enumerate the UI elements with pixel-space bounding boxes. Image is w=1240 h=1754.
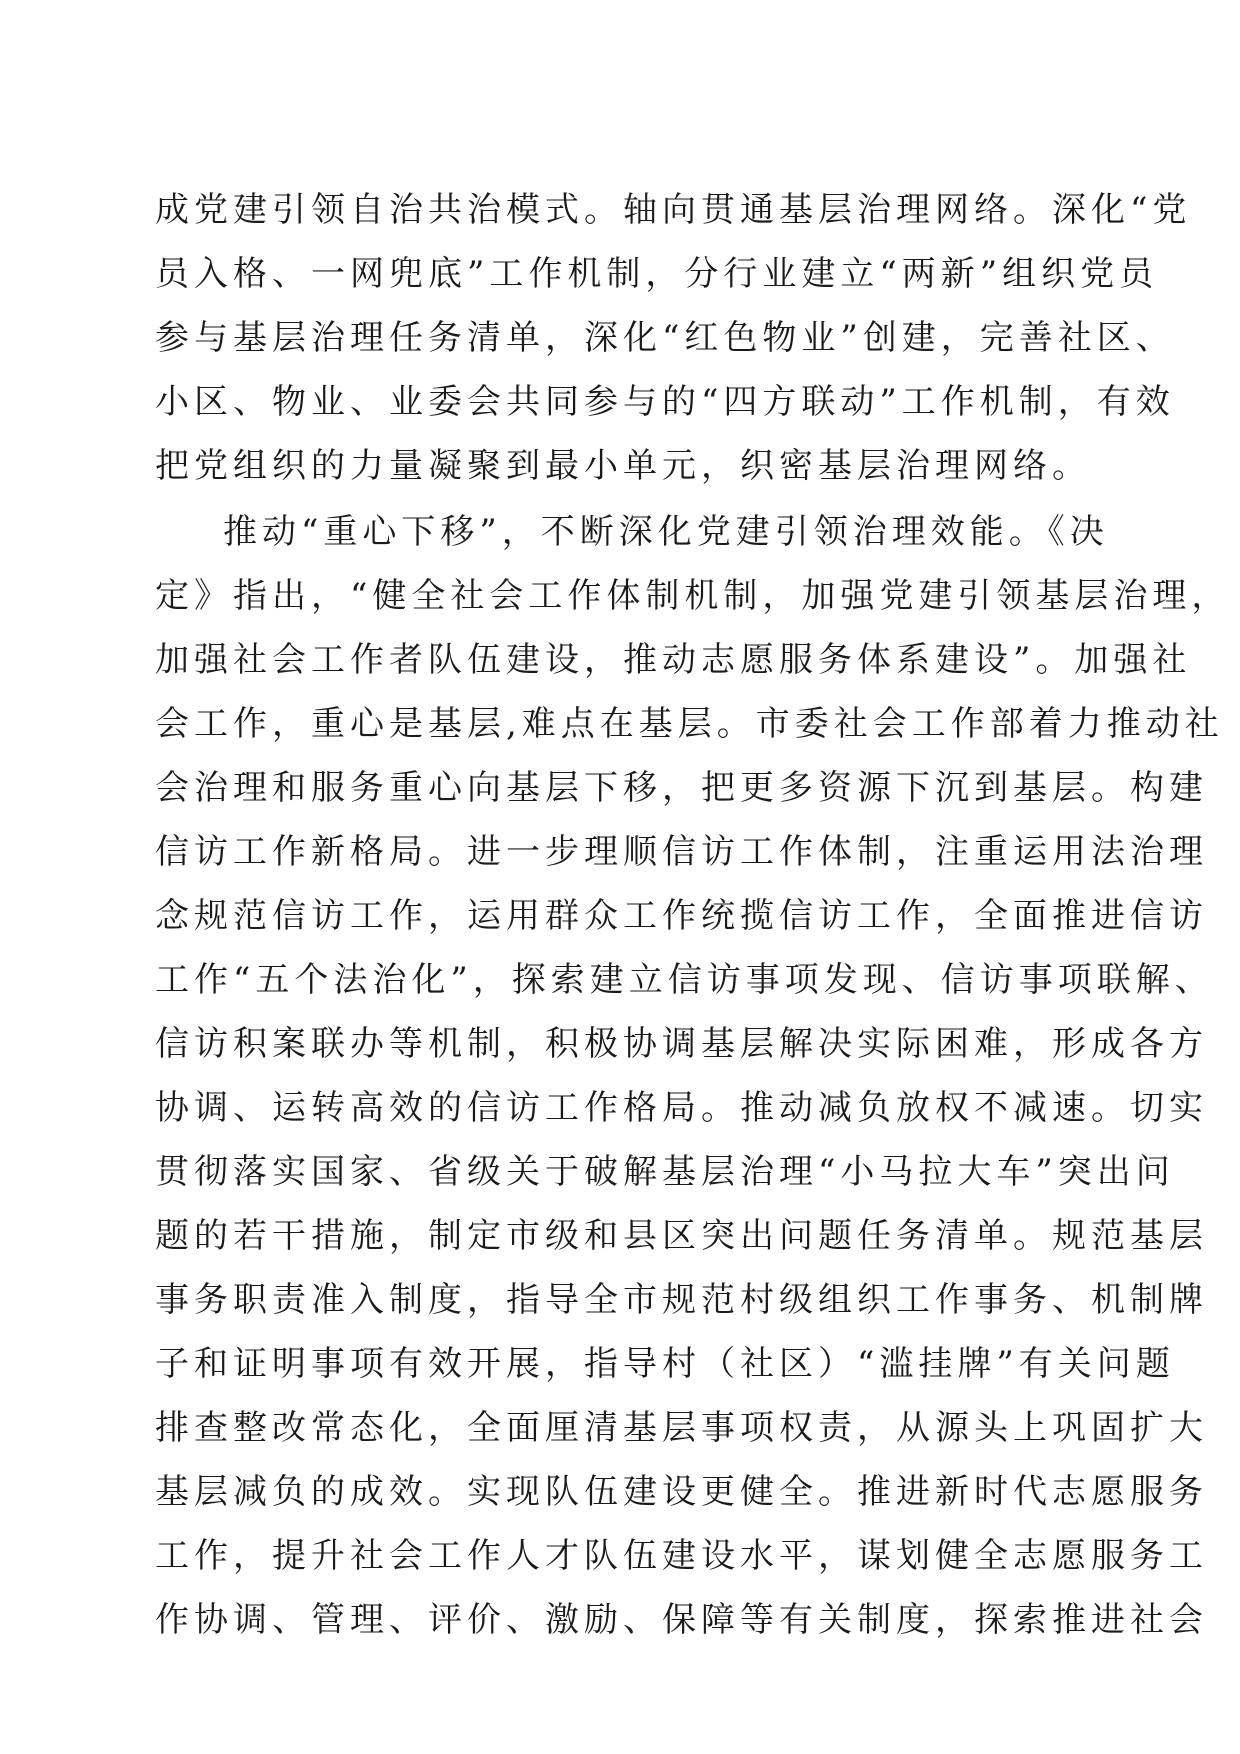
text-line: 作协调、管理、评价、激励、保障等有关制度，探索推进社会 bbox=[155, 1600, 1208, 1640]
text-line: 事务职责准入制度，指导全市规范村级组织工作事务、机制牌 bbox=[155, 1280, 1208, 1320]
text-line: 加强社会工作者队伍建设，推动志愿服务体系建设”。加强社 bbox=[155, 640, 1192, 680]
text-line: 基层减负的成效。实现队伍建设更健全。推进新时代志愿服务 bbox=[155, 1472, 1208, 1512]
text-line: 把党组织的力量凝聚到最小单元，织密基层治理网络。 bbox=[155, 446, 1091, 486]
text-line: 念规范信访工作，运用群众工作统揽信访工作，全面推进信访 bbox=[155, 896, 1208, 936]
text-line: 员入格、一网兜底”工作机制，分行业建立“两新”组织党员 bbox=[155, 254, 1159, 294]
text-line: 题的若干措施，制定市级和县区突出问题任务清单。规范基层 bbox=[155, 1216, 1208, 1256]
text-line: 子和证明事项有效开展，指导村（社区）“滥挂牌”有关问题 bbox=[155, 1344, 1175, 1384]
text-line: 排查整改常态化，全面厘清基层事项权责，从源头上巩固扩大 bbox=[155, 1408, 1208, 1448]
text-line: 信访工作新格局。进一步理顺信访工作体制，注重运用法治理 bbox=[155, 832, 1208, 872]
text-line: 会治理和服务重心向基层下移，把更多资源下沉到基层。构建 bbox=[155, 768, 1208, 808]
text-line: 工作“五个法治化”，探索建立信访事项发现、信访事项联解、 bbox=[155, 960, 1214, 1000]
text-line: 信访积案联办等机制，积极协调基层解决实际困难，形成各方 bbox=[155, 1024, 1208, 1064]
text-line: 协调、运转高效的信访工作格局。推动减负放权不减速。切实 bbox=[155, 1088, 1208, 1128]
text-line: 贯彻落实国家、省级关于破解基层治理“小马拉大车”突出问 bbox=[155, 1152, 1175, 1192]
text-line: 会工作，重心是基层,难点在基层。市委社会工作部着力推动社 bbox=[155, 704, 1224, 744]
text-line: 小区、物业、业委会共同参与的“四方联动”工作机制，有效 bbox=[155, 382, 1175, 422]
text-line: 成党建引领自治共治模式。轴向贯通基层治理网络。深化“党 bbox=[155, 190, 1192, 230]
text-line: 工作，提升社会工作人才队伍建设水平，谋划健全志愿服务工 bbox=[155, 1536, 1208, 1576]
text-line: 定》指出，“健全社会工作体制机制，加强党建引领基层治理， bbox=[155, 576, 1231, 616]
paragraph-start-line: 推动“重心下移”，不断深化党建引领治理效能。《决 bbox=[223, 512, 1109, 552]
text-line: 参与基层治理任务清单，深化“红色物业”创建，完善社区、 bbox=[155, 318, 1175, 358]
